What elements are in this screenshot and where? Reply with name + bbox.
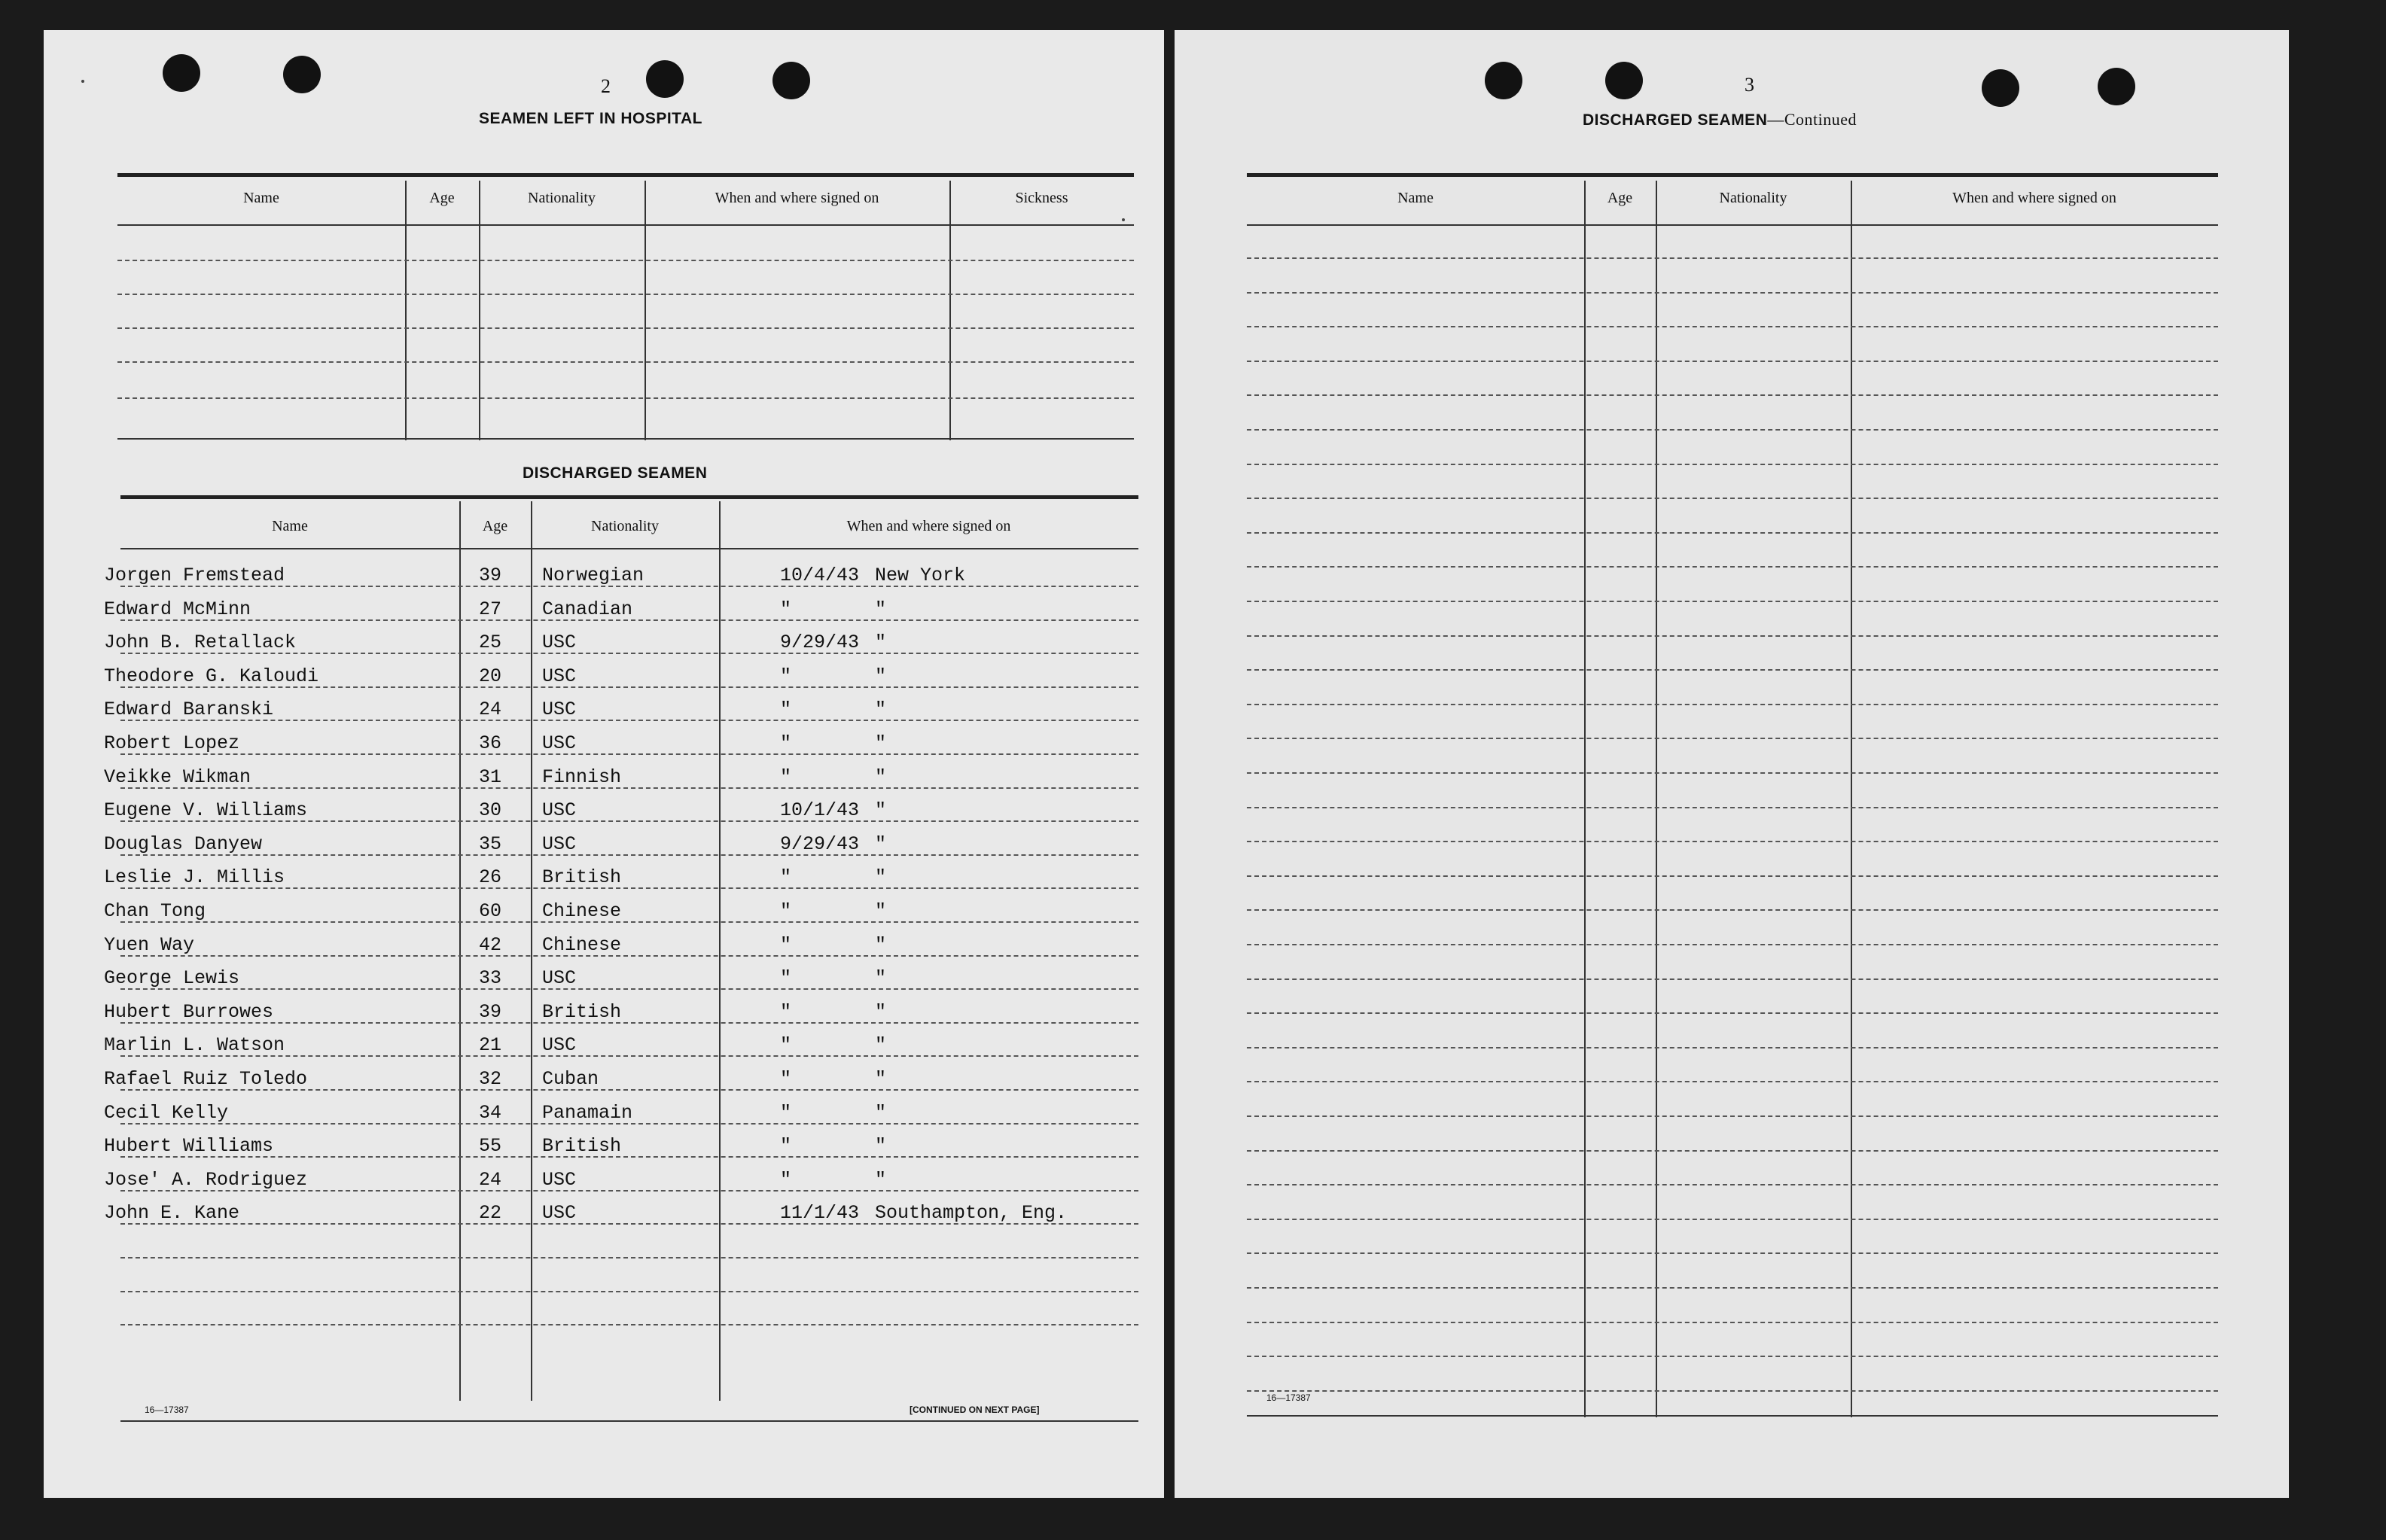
signed-on-place: New York bbox=[875, 565, 966, 586]
punch-hole bbox=[2098, 68, 2135, 105]
seaman-name: Edward Baranski bbox=[104, 698, 274, 721]
seaman-nationality: Finnish bbox=[542, 765, 622, 788]
seaman-name: Leslie J. Millis bbox=[104, 866, 285, 889]
punch-hole bbox=[1605, 62, 1643, 99]
seaman-name: Hubert Williams bbox=[104, 1135, 274, 1158]
seaman-age: 24 bbox=[479, 698, 502, 721]
signed-on-place: " bbox=[875, 698, 887, 721]
punch-hole bbox=[772, 62, 810, 99]
signed-on-place: " bbox=[875, 598, 887, 620]
seaman-name: Eugene V. Williams bbox=[104, 799, 308, 822]
seaman-nationality: Chinese bbox=[542, 900, 622, 922]
signed-on-date: " bbox=[780, 732, 792, 754]
seaman-name: Veikke Wikman bbox=[104, 765, 251, 788]
header-nationality: Nationality bbox=[528, 190, 596, 206]
signed-on-place: " bbox=[875, 1101, 887, 1124]
header-sickness: Sickness bbox=[1015, 190, 1068, 206]
seaman-name: Cecil Kelly bbox=[104, 1101, 229, 1124]
discharged-title: DISCHARGED SEAMEN bbox=[523, 464, 708, 482]
seaman-age: 35 bbox=[479, 832, 502, 855]
seaman-age: 27 bbox=[479, 598, 502, 620]
signed-on-place: " bbox=[875, 732, 887, 754]
header-age: Age bbox=[429, 190, 455, 206]
seaman-name: John B. Retallack bbox=[104, 632, 297, 654]
page-number: 3 bbox=[1745, 74, 1754, 96]
seaman-age: 21 bbox=[479, 1034, 502, 1057]
right-page bbox=[1175, 30, 2289, 1498]
header-signed-on: When and where signed on bbox=[846, 518, 1011, 534]
signed-on-date: " bbox=[780, 698, 792, 721]
seaman-name: Marlin L. Watson bbox=[104, 1034, 285, 1057]
seaman-nationality: British bbox=[542, 866, 622, 889]
signed-on-place: " bbox=[875, 832, 887, 855]
continued-title: DISCHARGED SEAMEN—Continued bbox=[1583, 110, 1857, 129]
header-age: Age bbox=[1607, 190, 1633, 206]
header-name: Name bbox=[243, 190, 279, 206]
signed-on-date: " bbox=[780, 1168, 792, 1191]
seaman-name: Edward McMinn bbox=[104, 598, 251, 620]
signed-on-place: " bbox=[875, 665, 887, 687]
signed-on-date: " bbox=[780, 933, 792, 956]
seaman-name: Yuen Way bbox=[104, 933, 195, 956]
seaman-age: 55 bbox=[479, 1135, 502, 1158]
signed-on-date: 10/4/43 bbox=[780, 565, 860, 586]
signed-on-date: " bbox=[780, 765, 792, 788]
seaman-name: Chan Tong bbox=[104, 900, 206, 922]
seaman-age: 39 bbox=[479, 565, 502, 586]
signed-on-place: " bbox=[875, 967, 887, 990]
seaman-age: 33 bbox=[479, 967, 502, 990]
punch-hole bbox=[163, 54, 200, 92]
header-age: Age bbox=[482, 518, 508, 534]
seaman-nationality: USC bbox=[542, 832, 577, 855]
seaman-name: Robert Lopez bbox=[104, 732, 240, 754]
signed-on-place: " bbox=[875, 765, 887, 788]
seaman-age: 25 bbox=[479, 632, 502, 654]
signed-on-place: Southampton, Eng. bbox=[875, 1202, 1068, 1225]
seaman-name: George Lewis bbox=[104, 967, 240, 990]
signed-on-place: " bbox=[875, 1168, 887, 1191]
seaman-nationality: USC bbox=[542, 1034, 577, 1057]
signed-on-date: 9/29/43 bbox=[780, 832, 860, 855]
seaman-age: 60 bbox=[479, 900, 502, 922]
signed-on-date: 9/29/43 bbox=[780, 632, 860, 654]
seaman-age: 22 bbox=[479, 1202, 502, 1225]
signed-on-date: " bbox=[780, 866, 792, 889]
signed-on-date: " bbox=[780, 1034, 792, 1057]
seaman-nationality: Norwegian bbox=[542, 565, 644, 586]
signed-on-place: " bbox=[875, 1034, 887, 1057]
left-page bbox=[44, 30, 1164, 1498]
seaman-age: 32 bbox=[479, 1068, 502, 1090]
seaman-age: 36 bbox=[479, 732, 502, 754]
header-nationality: Nationality bbox=[1719, 190, 1787, 206]
seaman-name: Jose' A. Rodriguez bbox=[104, 1168, 308, 1191]
signed-on-date: " bbox=[780, 598, 792, 620]
seaman-nationality: USC bbox=[542, 1202, 577, 1225]
seaman-age: 31 bbox=[479, 765, 502, 788]
signed-on-place: " bbox=[875, 632, 887, 654]
seaman-age: 26 bbox=[479, 866, 502, 889]
signed-on-place: " bbox=[875, 799, 887, 822]
continued-table bbox=[1247, 143, 2218, 1423]
header-signed-on: When and where signed on bbox=[715, 190, 879, 206]
hospital-title: SEAMEN LEFT IN HOSPITAL bbox=[479, 110, 702, 127]
header-nationality: Nationality bbox=[591, 518, 659, 534]
form-number: 16—17387 bbox=[1266, 1392, 1311, 1403]
signed-on-date: " bbox=[780, 900, 792, 922]
signed-on-place: " bbox=[875, 900, 887, 922]
signed-on-date: " bbox=[780, 665, 792, 687]
punch-hole bbox=[283, 56, 321, 93]
seaman-age: 42 bbox=[479, 933, 502, 956]
punch-hole bbox=[1982, 69, 2019, 107]
seaman-nationality: USC bbox=[542, 1168, 577, 1191]
form-number: 16—17387 bbox=[145, 1405, 189, 1415]
signed-on-place: " bbox=[875, 1000, 887, 1023]
signed-on-place: " bbox=[875, 933, 887, 956]
header-name: Name bbox=[272, 518, 308, 534]
seaman-age: 39 bbox=[479, 1000, 502, 1023]
seaman-nationality: Canadian bbox=[542, 598, 633, 620]
punch-hole bbox=[1485, 62, 1522, 99]
seaman-age: 24 bbox=[479, 1168, 502, 1191]
seaman-nationality: Chinese bbox=[542, 933, 622, 956]
signed-on-date: " bbox=[780, 967, 792, 990]
discharged-table bbox=[104, 489, 1138, 1430]
seaman-name: John E. Kane bbox=[104, 1202, 240, 1225]
signed-on-date: 11/1/43 bbox=[780, 1202, 860, 1225]
seaman-name: Douglas Danyew bbox=[104, 832, 263, 855]
seaman-name: Hubert Burrowes bbox=[104, 1000, 274, 1023]
seaman-name: Rafael Ruiz Toledo bbox=[104, 1068, 308, 1090]
continued-note: [CONTINUED ON NEXT PAGE] bbox=[910, 1405, 1040, 1415]
header-name: Name bbox=[1397, 190, 1434, 206]
seaman-age: 20 bbox=[479, 665, 502, 687]
seaman-nationality: Panamain bbox=[542, 1101, 633, 1124]
signed-on-place: " bbox=[875, 1068, 887, 1090]
seaman-nationality: USC bbox=[542, 732, 577, 754]
seaman-nationality: Cuban bbox=[542, 1068, 599, 1090]
header-signed-on: When and where signed on bbox=[1952, 190, 2116, 206]
signed-on-date: " bbox=[780, 1101, 792, 1124]
punch-hole bbox=[646, 60, 684, 98]
signed-on-date: 10/1/43 bbox=[780, 799, 860, 822]
seaman-nationality: USC bbox=[542, 665, 577, 687]
seaman-name: Jorgen Fremstead bbox=[104, 565, 285, 586]
seaman-nationality: USC bbox=[542, 799, 577, 822]
signed-on-date: " bbox=[780, 1068, 792, 1090]
seaman-age: 30 bbox=[479, 799, 502, 822]
seaman-nationality: USC bbox=[542, 967, 577, 990]
seaman-nationality: British bbox=[542, 1135, 622, 1158]
hospital-table bbox=[117, 143, 1134, 444]
seaman-nationality: USC bbox=[542, 632, 577, 654]
seaman-name: Theodore G. Kaloudi bbox=[104, 665, 319, 687]
signed-on-date: " bbox=[780, 1135, 792, 1158]
page-number: 2 bbox=[601, 75, 611, 97]
seaman-nationality: British bbox=[542, 1000, 622, 1023]
seaman-nationality: USC bbox=[542, 698, 577, 721]
signed-on-place: " bbox=[875, 866, 887, 889]
signed-on-date: " bbox=[780, 1000, 792, 1023]
signed-on-place: " bbox=[875, 1135, 887, 1158]
seaman-age: 34 bbox=[479, 1101, 502, 1124]
